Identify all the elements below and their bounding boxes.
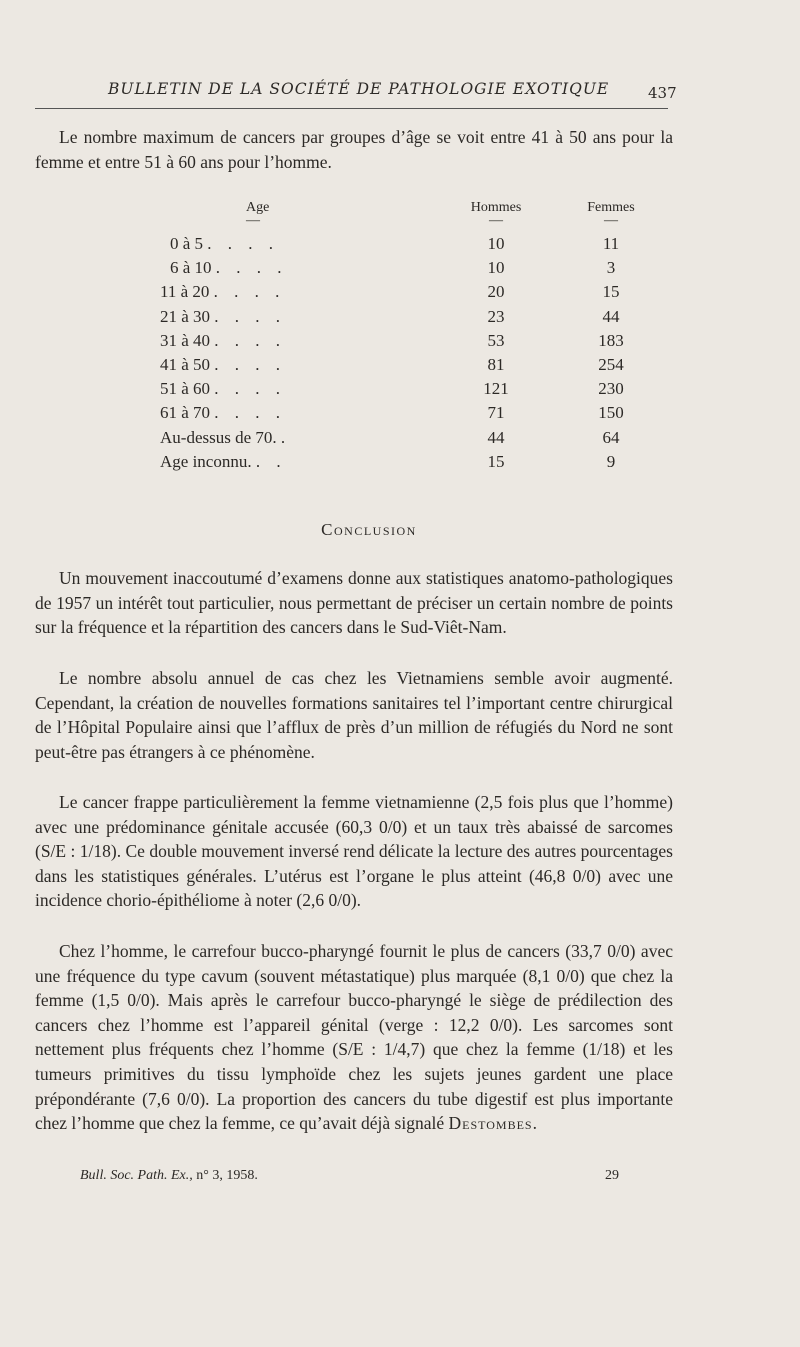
header-dash: — <box>489 213 503 228</box>
header-hommes-label: Hommes <box>470 200 522 215</box>
journal-citation <box>80 1168 258 1184</box>
journal-abbrev: Bull. Soc. Path. Ex., <box>80 1168 193 1183</box>
hommes-cell: 23 <box>487 306 505 326</box>
hommes-cell: 53 <box>487 330 505 350</box>
table-row <box>160 256 671 280</box>
age-cell: 31 à 40 . . . . <box>160 330 287 350</box>
femmes-cell: 183 <box>598 330 624 350</box>
femmes-cell: 9 <box>606 451 616 471</box>
running-title: BULLETIN DE LA SOCIÉTÉ DE PATHOLOGIE EXOTIQUE <box>108 80 610 98</box>
header-age <box>160 200 441 232</box>
section-title-conclusion: Conclusion <box>321 520 417 539</box>
table-row <box>160 329 671 353</box>
table-row <box>160 401 671 425</box>
table-row <box>160 305 671 329</box>
femmes-cell: 230 <box>598 379 624 399</box>
header-dash: — <box>246 213 260 228</box>
header-rule <box>35 108 668 109</box>
intro-paragraph: Le nombre maximum de cancers par groupes d’âge se voit entre 41 à 50 ans pour la femme et entre 51 à 60 ans pour l’homme. <box>35 127 673 172</box>
age-distribution-table <box>160 200 671 474</box>
journal-issue: n° 3, 1958. <box>196 1168 258 1183</box>
femmes-cell: 150 <box>598 403 624 423</box>
table-row <box>160 280 671 304</box>
hommes-cell: 15 <box>487 451 505 471</box>
author-reference: Destombes. <box>448 1113 538 1134</box>
header-age-label: Age <box>246 200 270 215</box>
table-row <box>160 232 671 256</box>
table-row <box>160 450 671 474</box>
table-row <box>160 353 671 377</box>
page-number: 437 <box>648 84 677 102</box>
hommes-cell: 10 <box>487 258 505 278</box>
conclusion-paragraph-2: Le nombre absolu annuel de cas chez les Vietnamiens semble avoir augmenté. Cependant, la création de nouvelles formations sanitaires tel l’important centre chirurgical de l’Hôpital Populaire ainsi que l’afflux de près d’un million de réfugiés du Nord ne sont peut-être pas étrangers à ce phénomène. <box>35 668 673 762</box>
hommes-cell: 121 <box>483 379 509 399</box>
age-cell: 0 à 5 . . . . <box>170 234 280 254</box>
table-header-row <box>160 200 671 232</box>
femmes-cell: 64 <box>602 427 620 447</box>
age-cell: 11 à 20 . . . . <box>160 282 286 302</box>
header-dash: — <box>604 213 618 228</box>
hommes-cell: 20 <box>487 282 505 302</box>
paragraph-4-text: Chez l’homme, le carrefour bucco-pharyngé fournit le plus de cancers (33,7 0/0) avec une fréquence du type cavum (souvent métastatique) plus marquée (8,1 0/0) que chez la femme (1,5 0/0). Mais après le carrefour bucco-pharyngé le siège de prédilection des cancers chez l’homme est l’appareil génital (verge : 12,2 0/0). Les sarcomes sont nettement plus fréquents chez l’homme (S/E : 1/4,7) que chez la femme (1/18) et les tumeurs primitives du tissu lymphoïde chez les sujets jeunes gardent une place prépondérante (7,6 0/0). La proportion des cancers du tube digestif est plus importante chez l’homme que chez la femme, ce qu’avait déjà signalé <box>35 941 673 1134</box>
age-cell: Age inconnu. . . <box>160 451 287 471</box>
conclusion-paragraph-3: Le cancer frappe particulièrement la femme vietnamienne (2,5 fois plus que l’homme) avec une prédominance génitale accusée (60,3 0/0) et un taux très abaissé de sarcomes (S/E : 1/18). Ce double mouvement inversé rend délicate la lecture des autres pourcentages dans les statistiques générales. L’utérus est l’organe le plus atteint (46,8 0/0) avec une incidence chorio-épithéliome à noter (2,6 0/0). <box>35 792 673 911</box>
age-cell: 51 à 60 . . . . <box>160 379 287 399</box>
hommes-cell: 10 <box>487 234 505 254</box>
femmes-cell: 44 <box>602 306 620 326</box>
hommes-cell: 81 <box>487 355 505 375</box>
conclusion-paragraph-1: Un mouvement inaccoutumé d’examens donne aux statistiques anatomo-pathologiques de 1957 un intérêt tout particulier, nous permettant de préciser un certain nombre de points sur la fréquence et la répartition des cancers dans le Sud-Viêt-Nam. <box>35 568 673 638</box>
conclusion-paragraph-4 <box>35 939 673 1136</box>
signature-number: 29 <box>605 1168 619 1183</box>
femmes-cell: 254 <box>598 355 624 375</box>
table-row <box>160 426 671 450</box>
hommes-cell: 44 <box>487 427 505 447</box>
age-cell: 41 à 50 . . . . <box>160 355 287 375</box>
femmes-cell: 3 <box>606 258 616 278</box>
table-row <box>160 377 671 401</box>
femmes-cell: 11 <box>602 234 620 254</box>
age-cell: 21 à 30 . . . . <box>160 306 287 326</box>
header-femmes-label: Femmes <box>587 200 635 215</box>
header-hommes <box>441 200 551 232</box>
age-cell: 61 à 70 . . . . <box>160 403 287 423</box>
age-cell: Au-dessus de 70. . <box>160 427 292 447</box>
header-femmes <box>551 200 671 232</box>
femmes-cell: 15 <box>602 282 620 302</box>
age-cell: 6 à 10 . . . . <box>170 258 288 278</box>
hommes-cell: 71 <box>487 403 505 423</box>
